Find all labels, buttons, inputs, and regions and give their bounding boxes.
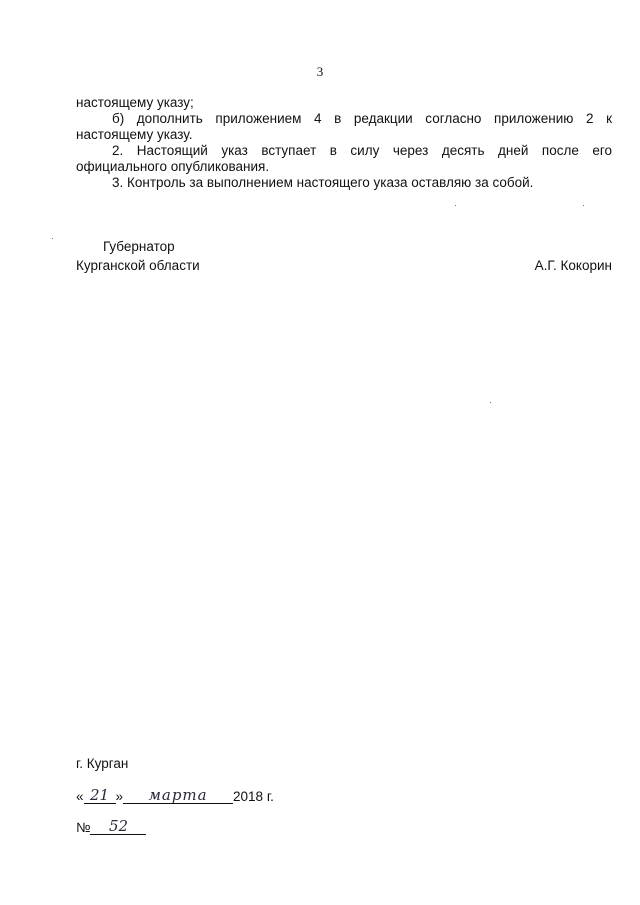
scan-speck [583,205,584,206]
city: г. Курган [76,756,129,771]
page-number: 3 [316,64,324,79]
scan-speck [455,205,456,206]
paragraph-line: 2. Настоящий указ вступает в силу через десять дней после его [112,143,612,158]
scan-speck [490,402,491,403]
date-day: 21 [84,787,116,804]
paragraph-line: 3. Контроль за выполнением настоящего указа оставляю за собой. [112,175,534,190]
close-quote: » [115,789,124,804]
date-line [76,787,274,804]
signatory-name: А.Г. Кокорин [534,258,612,273]
paragraph-line: настоящему указу; [76,95,194,110]
number-label: № [76,820,91,835]
signatory-title: Губернатор [103,239,175,254]
scan-speck [52,238,53,239]
document-number: 52 [90,818,146,835]
date-year: 2018 г. [233,789,274,804]
paragraph-line: настоящему указу. [76,127,193,142]
date-month: марта [123,787,233,804]
signatory-region: Курганской области [76,258,200,273]
paragraph-line: б) дополнить приложением 4 в редакции согласно приложению 2 к [112,111,612,126]
paragraph-line: официального опубликования. [76,159,270,174]
document-number-line [76,818,146,835]
open-quote: « [76,789,84,804]
